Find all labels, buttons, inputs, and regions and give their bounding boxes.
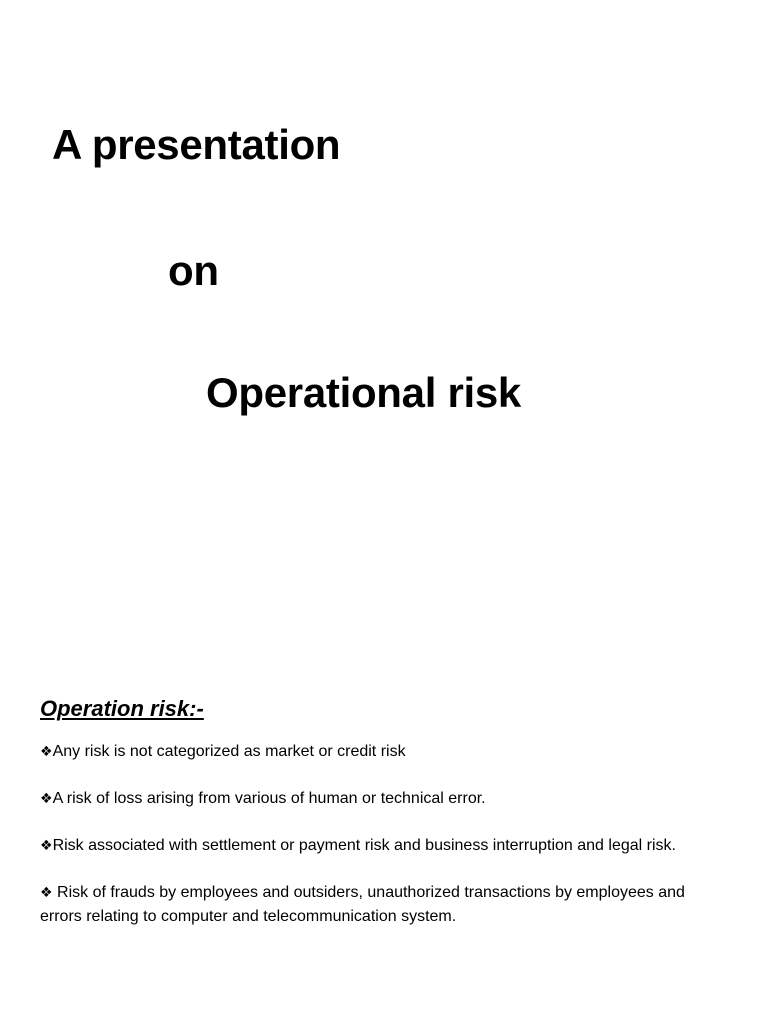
diamond-bullet-icon: ❖ bbox=[40, 838, 53, 855]
bullet-item-4 bbox=[40, 881, 730, 928]
bullet-item-3 bbox=[40, 834, 730, 858]
bullet-item-2 bbox=[40, 787, 730, 811]
bullet-text: Any risk is not categorized as market or credit risk bbox=[52, 743, 406, 761]
bullet-list bbox=[40, 740, 730, 928]
title-line-presentation: A presentation bbox=[52, 121, 341, 168]
title-line-on: on bbox=[168, 247, 219, 294]
bullet-text: Risk associated with settlement or payment risk and business interruption and legal risk. bbox=[52, 837, 676, 855]
diamond-bullet-icon: ❖ bbox=[40, 791, 53, 808]
title-line-topic: Operational risk bbox=[206, 369, 521, 416]
bullet-item-1 bbox=[40, 740, 730, 764]
operation-risk-section bbox=[40, 696, 730, 951]
diamond-bullet-icon: ❖ bbox=[40, 885, 58, 902]
bullet-text: A risk of loss arising from various of human or technical error. bbox=[52, 790, 486, 808]
section-heading: Operation risk:- bbox=[40, 696, 204, 721]
diamond-bullet-icon: ❖ bbox=[40, 744, 53, 761]
bullet-text: Risk of frauds by employees and outsiders, unauthorized transactions by employees and errors relating to computer and telecommunication system. bbox=[40, 884, 685, 926]
